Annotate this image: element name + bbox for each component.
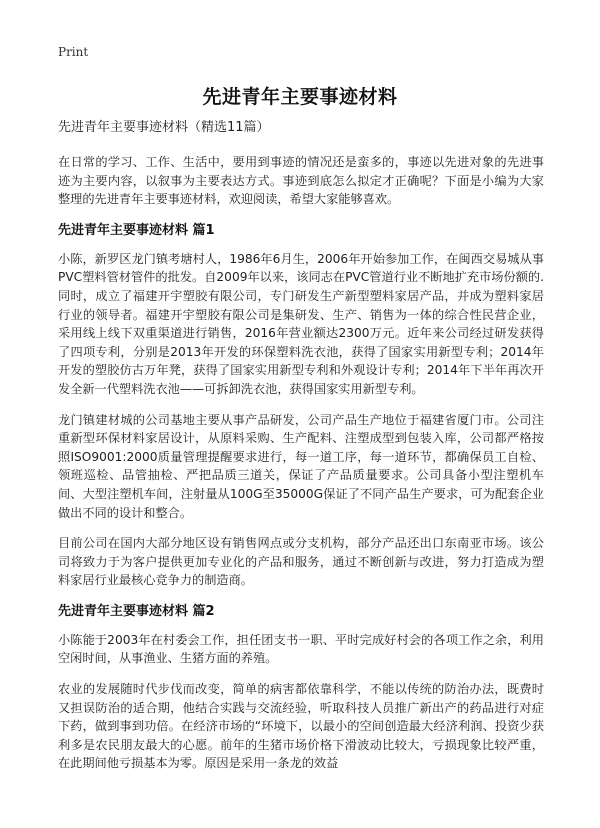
section-paragraph: 农业的发展随时代步伐而改变，简单的病害都依靠科学，不能以传统的防治办法，既费时又担误防治的适合期，他结合实践与交流经验，听取科技人员推广新出产的药品进行对症下药，做到事到功倍。在经济市场的“环境下，以最小的空间创造最大经济利润、投资少获利多是农民朋友最大的心愿。前年的生猪市场价格下滑波动比较大，亏损现象比较严重，在此期间他亏损基本为零。原因是采用一条龙的效益 — [58, 682, 544, 771]
section-1 — [58, 221, 544, 590]
section-paragraph: 目前公司在国内大部分地区设有销售网点或分支机构，部分产品还出口东南亚市场。该公司将致力于为客户提供更加专业化的产品和服务，通过不断创新与改进，努力打造成为塑料家居行业最核心竞争力的制造商。 — [58, 536, 544, 588]
section-2 — [58, 602, 544, 773]
print-link[interactable]: Print — [58, 45, 89, 59]
page-title: 先进青年主要事迹材料 — [202, 86, 398, 108]
section-paragraph: 龙门镇建材城的公司基地主要从事产品研发，公司产品生产地位于福建省厦门市。公司注重新型环保材料家居设计，从原料采购、生产配料、注塑成型到包装入库，公司都严格按照ISO9001:2000质量管理提醒要求进行，每一道工序，每一道环节，都确保员工自检、领班巡检、品管抽检、严把品质三道关，保证了产品质量要求。公司具备小型注塑机车间、大型注塑机车间，注射量从100G至35000G保证了不同产品生产要求，可为配套企业做出不同的设计和整合。 — [58, 412, 544, 520]
article-body — [58, 118, 544, 785]
intro-paragraph: 在日常的学习、工作、生活中，要用到事迹的情况还是蛮多的，事迹以先进对象的先进事迹为主要内容，以叙事为主要表达方式。事迹到底怎么拟定才正确呢？下面是小编为大家整理的先进青年主要事迹材料，欢迎阅读，希望大家能够喜欢。 — [58, 155, 544, 207]
section-paragraph: 小陈能于2003年在村委会工作，担任团支书一职、平时完成好村会的各项工作之余，利用空闲时间，从事渔业、生猪方面的养殖。 — [58, 632, 544, 666]
section-heading: 先进青年主要事迹材料 篇2 — [58, 603, 215, 619]
article-subtitle: 先进青年主要事迹材料（精选11篇） — [58, 120, 270, 135]
section-heading: 先进青年主要事迹材料 篇1 — [58, 222, 215, 238]
section-paragraph: 小陈，新罗区龙门镇考塘村人，1986年6月生，2006年开始参加工作，在闽西交易城从事PVC塑料管材管件的批发。自2009年以来，该同志在PVC管道行业不断地扩充市场份额的.同时，成立了福建开宇塑胶有限公司，专门研发生产新型塑料家居产品，并成为塑料家居行业的领导者。福建开宇塑胶有限公司是集研发、生产、销售为一体的综合性民营企业，采用线上线下双重渠道进行销售，2016年营业额达2300万元。近年来公司经过研发获得了四项专利，分别是2013年开发的环保塑料洗衣池，获得了国家实用新型专利；2014年开发的塑胶仿古万年凳，获得了国家实用新型专利和外观设计专利；2014年下半年再次开发全新一代塑料洗衣池——可拆卸洗衣池，获得国家实用新型专利。 — [58, 251, 544, 396]
